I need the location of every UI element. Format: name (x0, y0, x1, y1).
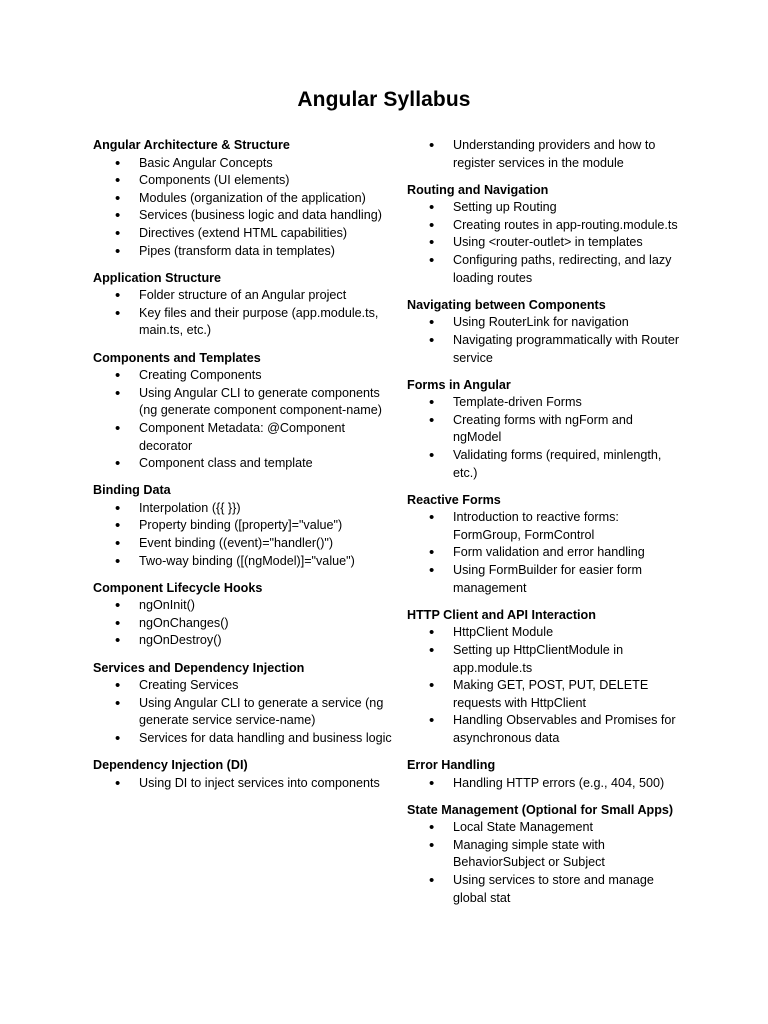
bullet-list (93, 775, 393, 793)
section-components-and-templates (93, 350, 393, 473)
section-heading: Routing and Navigation (407, 182, 549, 197)
section-navigating-between-components (407, 297, 682, 367)
section-component-lifecycle-hooks (93, 580, 393, 650)
list-item: • Component Metadata: @Component decorator (93, 420, 393, 455)
list-item: • Component class and template (93, 455, 393, 473)
list-item: • Form validation and error handling (407, 544, 682, 562)
bullet-list (93, 367, 393, 473)
list-item: • ngOnChanges() (93, 615, 393, 633)
list-item: • Using DI to inject services into components (93, 775, 393, 793)
list-item: • ngOnDestroy() (93, 632, 393, 650)
list-item: • Making GET, POST, PUT, DELETE requests with HttpClient (407, 677, 682, 712)
list-item: • Setting up HttpClientModule in app.module.ts (407, 642, 682, 677)
bullet-list (407, 624, 682, 747)
list-item: • Interpolation ({{ }}) (93, 500, 393, 518)
section-heading: Reactive Forms (407, 492, 501, 507)
section-heading: Components and Templates (93, 350, 261, 365)
bullet-list (407, 775, 682, 793)
list-item: • Using FormBuilder for easier form management (407, 562, 682, 597)
list-item: • Basic Angular Concepts (93, 155, 393, 173)
section-heading: State Management (Optional for Small Apps) (407, 802, 674, 817)
bullet-list (93, 597, 393, 650)
section-heading: Services and Dependency Injection (93, 660, 305, 675)
list-item: • Key files and their purpose (app.module.ts, main.ts, etc.) (93, 305, 393, 340)
section-heading: Navigating between Components (407, 297, 606, 312)
bullet-list (93, 287, 393, 340)
section-heading: HTTP Client and API Interaction (407, 607, 596, 622)
list-item: • Folder structure of an Angular project (93, 287, 393, 305)
list-item: • Introduction to reactive forms: FormGroup, FormControl (407, 509, 682, 544)
section-forms-in-angular (407, 377, 682, 483)
section-heading: Application Structure (93, 270, 222, 285)
section-services-and-dependency-injection (93, 660, 393, 748)
list-item: • Property binding ([property]="value") (93, 517, 393, 535)
bullet-list (407, 314, 682, 367)
left-column (93, 137, 393, 802)
bullet-list (407, 509, 682, 597)
list-item: • Validating forms (required, minlength, etc.) (407, 447, 682, 482)
list-item: • Creating Components (93, 367, 393, 385)
list-item: • Using Angular CLI to generate a service (ng generate service service-name) (93, 695, 393, 730)
list-item: • Using Angular CLI to generate components (ng generate component component-name) (93, 385, 393, 420)
section-heading: Component Lifecycle Hooks (93, 580, 263, 595)
section-heading: Forms in Angular (407, 377, 511, 392)
list-item: • Creating routes in app-routing.module.ts (407, 217, 682, 235)
list-item: • HttpClient Module (407, 624, 682, 642)
bullet-list (93, 500, 393, 570)
section-heading: Error Handling (407, 758, 496, 772)
list-item: • Navigating programmatically with Router service (407, 332, 682, 367)
list-item: • Components (UI elements) (93, 172, 393, 190)
bullet-list (407, 394, 682, 482)
list-item: • Services for data handling and business logic (93, 730, 393, 748)
list-item: • ngOnInit() (93, 597, 393, 615)
list-item: • Using RouterLink for navigation (407, 314, 682, 332)
page-title: Angular Syllabus (297, 88, 471, 111)
bullet-list (407, 199, 682, 287)
section-http-client-and-api-interaction (407, 607, 682, 748)
list-item: • Managing simple state with BehaviorSubject or Subject (407, 837, 682, 872)
list-item: • Handling Observables and Promises for asynchronous data (407, 712, 682, 747)
section-heading: Dependency Injection (DI) (93, 758, 248, 772)
list-item: • Two-way binding ([(ngModel)]="value") (93, 553, 393, 571)
list-item: • Directives (extend HTML capabilities) (93, 225, 393, 243)
list-item: • Local State Management (407, 819, 682, 837)
list-item: • Event binding ((event)="handler()") (93, 535, 393, 553)
bullet-list (93, 155, 393, 261)
list-item: • Creating Services (93, 677, 393, 695)
section-heading: Binding Data (93, 483, 171, 498)
list-item: • Handling HTTP errors (e.g., 404, 500) (407, 775, 682, 793)
list-item: • Understanding providers and how to register services in the module (407, 137, 682, 172)
section-binding-data (93, 482, 393, 570)
bullet-list (93, 677, 393, 747)
list-item: • Pipes (transform data in templates) (93, 243, 393, 261)
section-dependency-injection-di (93, 757, 393, 792)
list-item: • Configuring paths, redirecting, and lazy loading routes (407, 252, 682, 287)
section-continued (407, 137, 682, 172)
list-item: • Using <router-outlet> in templates (407, 234, 682, 252)
list-item: • Services (business logic and data handling) (93, 207, 393, 225)
section-state-management-optional-for-small-apps (407, 802, 682, 908)
list-item: • Using services to store and manage global stat (407, 872, 682, 907)
section-routing-and-navigation (407, 182, 682, 288)
list-item: • Modules (organization of the application) (93, 190, 393, 208)
section-error-handling (407, 757, 682, 792)
section-heading: Angular Architecture & Structure (93, 138, 290, 152)
section-angular-architecture-structure (93, 137, 393, 260)
list-item: • Template-driven Forms (407, 394, 682, 412)
section-reactive-forms (407, 492, 682, 598)
list-item: • Creating forms with ngForm and ngModel (407, 412, 682, 447)
right-column (407, 137, 682, 917)
section-application-structure (93, 270, 393, 340)
bullet-list (407, 137, 682, 172)
list-item: • Setting up Routing (407, 199, 682, 217)
bullet-list (407, 819, 682, 907)
